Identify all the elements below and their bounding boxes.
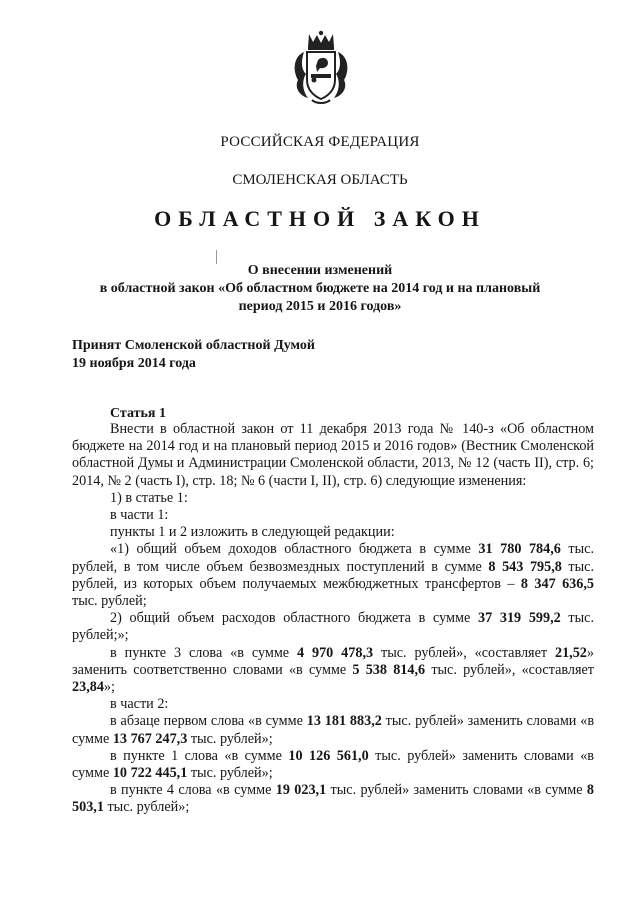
article-intro: Внести в областной закон от 11 декабря 2013 года № 140-з «Об областном бюджете на 2014 год и на плановый период 2015 и 2016 годов» (Вестник Смоленской областной Думы и Администрации Смоленской области, 2013, № 12 (часть II), стр. 6; 2014, № 2 (часть I), стр. 18; № 6 (части I, II), стр. 6) следующие изменения: <box>72 421 594 489</box>
points-1-2: пункты 1 и 2 изложить в следующей редакции: <box>110 524 395 541</box>
adoption-line-2: 19 ноября 2014 года <box>72 356 196 371</box>
adoption-note <box>72 337 315 373</box>
adoption-line-1: Принят Смоленской областной Думой <box>72 338 315 353</box>
part-1: в части 1: <box>110 507 169 524</box>
coat-of-arms-icon <box>290 30 352 106</box>
document-type-heading: ОБЛАСТНОЙ ЗАКОН <box>154 206 486 231</box>
clause-expenses: 2) общий объем расходов областного бюджета в сумме 37 319 599,2 тыс. рублей;»; <box>72 610 595 644</box>
clause-point-1: в пункте 1 слова «в сумме 10 126 561,0 тыс. рублей» заменить словами «в сумме 10 722 445,1 тыс. рублей»; <box>72 747 594 782</box>
article-body <box>72 421 594 817</box>
subject-line-2: в областной закон «Об областном бюджете на 2014 год и на плановый <box>99 281 541 296</box>
article-title: Статья 1 <box>110 406 166 421</box>
subject-line-3: период 2015 и 2016 годов» <box>238 299 402 314</box>
part-2: в части 2: <box>110 696 169 713</box>
region-heading: СМОЛЕНСКАЯ ОБЛАСТЬ <box>232 172 408 188</box>
clause-revenue: «1) общий объем доходов областного бюджета в сумме 31 780 784,6 тыс. рублей, в том числе объем безвозмездных поступлений в сумме 8 543 795,8 тыс. рублей, из которых объем получаемых межбюджетных трансфертов – 8 347 636,5 тыс. рублей; <box>72 541 595 610</box>
clause-point-3: в пункте 3 слова «в сумме 4 970 478,3 тыс. рублей», «составляет 21,52» заменить соответственно словами «в сумме 5 538 814,6 тыс. рублей», «составляет 23,84»; <box>72 644 595 696</box>
country-heading: РОССИЙСКАЯ ФЕДЕРАЦИЯ <box>220 134 420 150</box>
subject-line-1: О внесении изменений <box>247 263 393 278</box>
item-1: 1) в статье 1: <box>110 489 188 506</box>
clause-paragraph-1: в абзаце первом слова «в сумме 13 181 883,2 тыс. рублей» заменить словами «в сумме 13 767 247,3 тыс. рублей»; <box>72 713 595 747</box>
law-subject <box>0 262 640 316</box>
clause-point-4: в пункте 4 слова «в сумме 19 023,1 тыс. рублей» заменить словами «в сумме 8 503,1 тыс. рублей»; <box>72 782 594 816</box>
